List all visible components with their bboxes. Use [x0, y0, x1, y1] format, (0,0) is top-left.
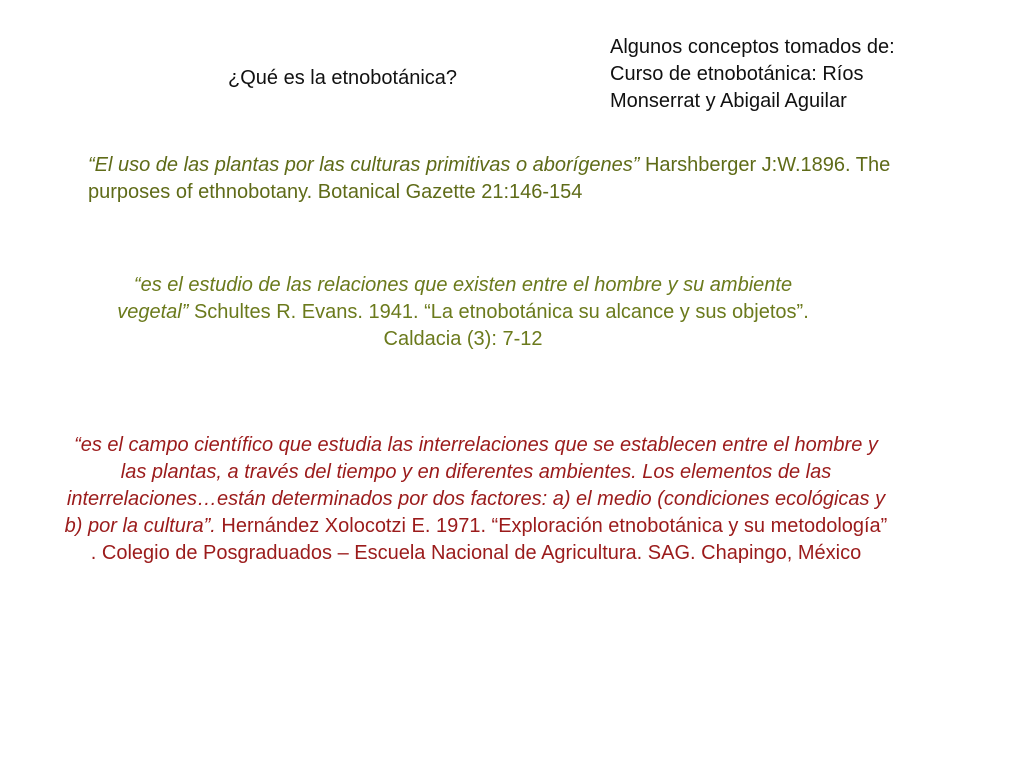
quote-text: “es el estudio de las relaciones que existen entre el hombre y su ambiente vegetal”	[117, 274, 793, 323]
quote-citation: Schultes R. Evans. 1941. “La etnobotánica su alcance y sus objetos”. Caldacia (3): 7-12	[188, 301, 809, 350]
source-note-line: Curso de etnobotánica: Ríos	[610, 63, 864, 85]
definition-quote-harshberger	[88, 152, 908, 206]
quote-citation: Hernández Xolocotzi E. 1971. “Exploración etnobotánica y su metodología” . Colegio de Posgraduados – Escuela Nacional de Agricultura. SAG. Chapingo, México	[90, 515, 888, 564]
slide-title: ¿Qué es la etnobotánica?	[228, 67, 458, 89]
quote-text: “es el campo científico que estudia las interrelaciones que se establecen entre el hombre y las plantas, a través del tiempo y en diferentes ambientes. Los elementos de las interrelaciones…están determinados por dos factores: a) el medio (condiciones ecológicas y b) por la cultura”.	[64, 434, 886, 537]
definition-quote-schultes	[105, 272, 821, 353]
source-note-line: Monserrat y Abigail Aguilar	[610, 90, 847, 112]
quote-text: “El uso de las plantas por las culturas primitivas o aborígenes”	[88, 154, 640, 176]
source-note	[610, 34, 980, 115]
definition-quote-hernandez	[62, 432, 890, 567]
quote-citation: Harshberger J:W.1896. The purposes of ethnobotany. Botanical Gazette 21:146-154	[88, 154, 891, 203]
source-note-line: Algunos conceptos tomados de:	[610, 36, 895, 58]
